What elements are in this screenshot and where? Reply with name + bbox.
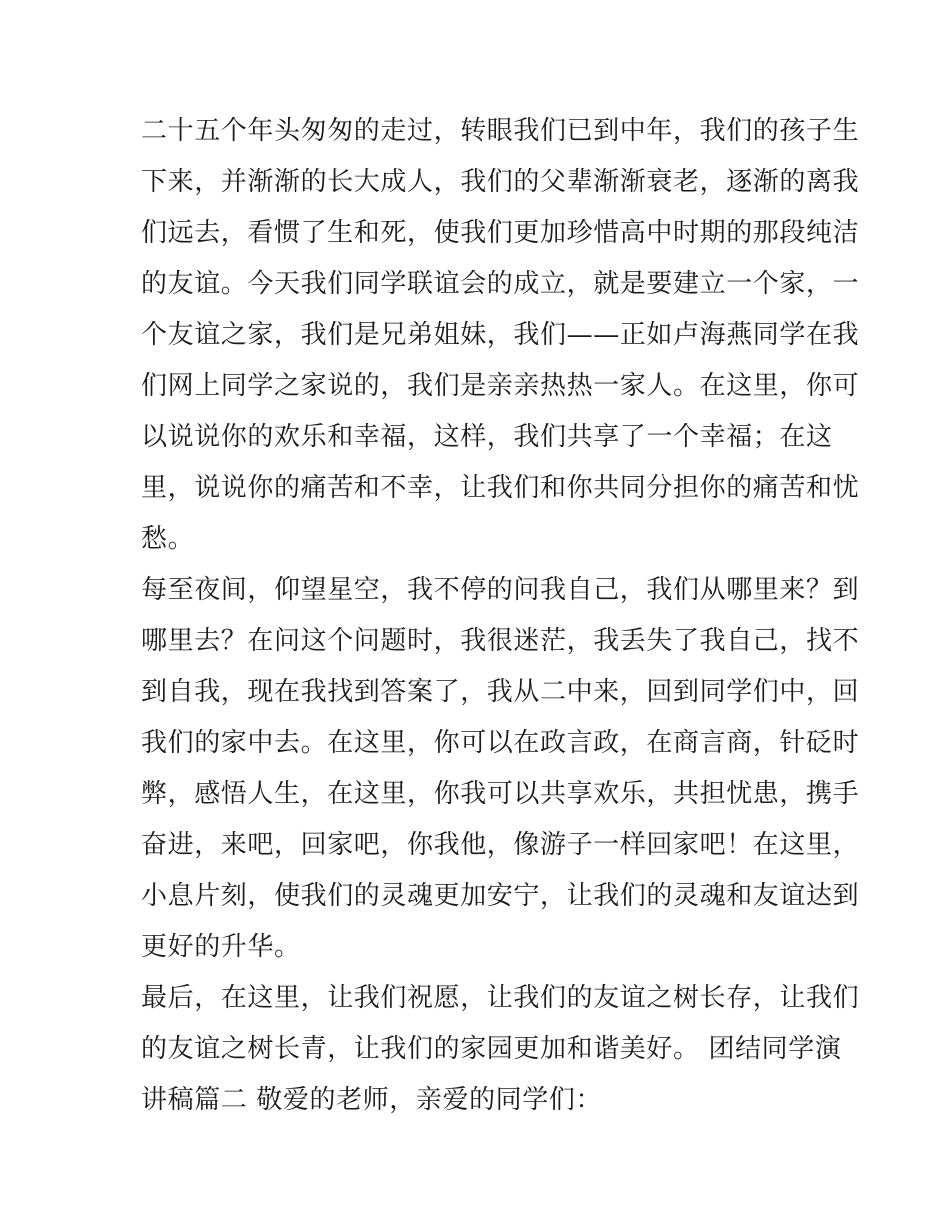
text-line: 的友谊之树长青，让我们的家园更加和谐美好。 团结同学演 [141, 1034, 842, 1064]
text-line: 弊，感悟人生，在这里，你我可以共享欢乐，共担忧患，携手 [141, 779, 860, 809]
text-line: 以说说你的欢乐和幸福，这样，我们共享了一个幸福；在这 [141, 422, 833, 452]
document-body [141, 106, 860, 1126]
text-line: 们网上同学之家说的，我们是亲亲热热一家人。在这里，你可 [141, 371, 860, 401]
text-line: 每至夜间，仰望星空，我不停的问我自己，我们从哪里来？到 [141, 575, 860, 605]
text-line: 们远去，看惯了生和死，使我们更加珍惜高中时期的那段纯洁 [141, 218, 860, 248]
text-line: 个友谊之家，我们是兄弟姐妹，我们——正如卢海燕同学在我 [141, 320, 860, 350]
text-line: 奋进，来吧，回家吧，你我他，像游子一样回家吧！在这里， [141, 830, 860, 860]
text-line: 的友谊。今天我们同学联谊会的成立，就是要建立一个家，一 [141, 269, 860, 299]
text-line: 哪里去？在问这个问题时，我很迷茫，我丢失了我自己，找不 [141, 626, 860, 656]
text-line: 小息片刻，使我们的灵魂更加安宁，让我们的灵魂和友谊达到 [141, 881, 860, 911]
text-line: 下来，并渐渐的长大成人，我们的父辈渐渐衰老，逐渐的离我 [141, 167, 860, 197]
text-line: 愁。 [141, 524, 195, 554]
text-line: 我们的家中去。在这里，你可以在政言政，在商言商，针砭时 [141, 728, 860, 758]
text-line: 更好的升华。 [141, 932, 301, 962]
text-line: 最后，在这里，让我们祝愿，让我们的友谊之树长存，让我们 [141, 983, 860, 1013]
text-line: 讲稿篇二 敬爱的老师，亲爱的同学们： [141, 1085, 603, 1115]
text-line: 二十五个年头匆匆的走过，转眼我们已到中年，我们的孩子生 [141, 116, 860, 146]
text-line: 里，说说你的痛苦和不幸，让我们和你共同分担你的痛苦和忧 [141, 473, 860, 503]
text-line: 到自我，现在我找到答案了，我从二中来，回到同学们中，回 [141, 677, 860, 707]
